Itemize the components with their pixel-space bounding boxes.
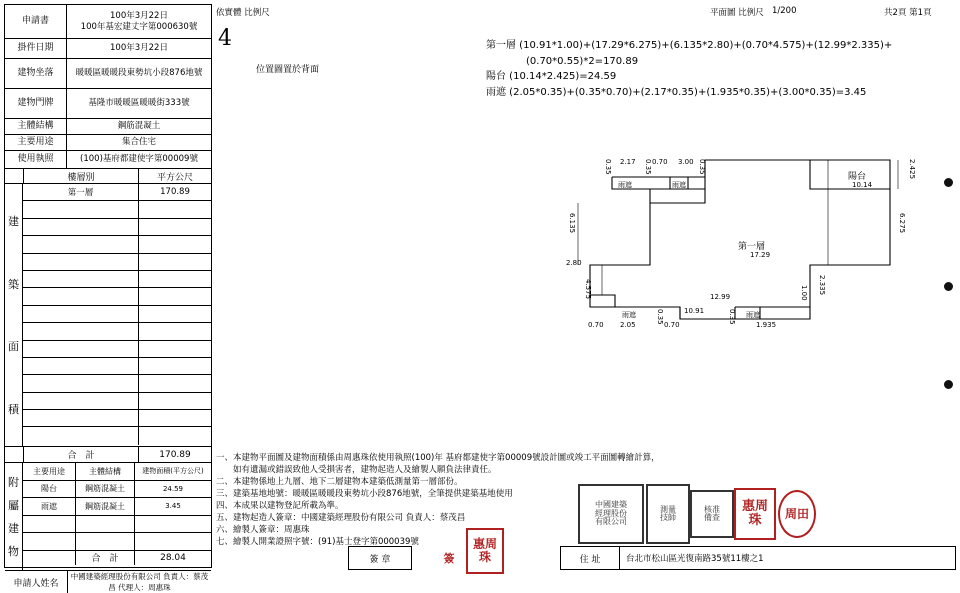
note-1: 一、本建物平面圖及建物面積係由周惠珠依使用執照(100)年 基府都建使字第00009號設計圖或竣工平面圖轉繪計算，: [216, 453, 660, 463]
form-row-location: [5, 59, 211, 89]
cell-area: 24.59: [162, 484, 184, 493]
label-first-floor: 第一層: [738, 242, 766, 252]
address-label: 住 址: [561, 547, 620, 569]
stamp-square-extra-icon: 核准 備查: [690, 490, 734, 538]
dim-10-91: 10.91: [684, 307, 705, 315]
label-use-permit: 使用執照: [5, 151, 67, 168]
cell-use: 雨遮: [23, 498, 76, 515]
dim-0-35-b: 0.35: [644, 159, 652, 175]
table-row: [23, 323, 211, 340]
attachment-header-use: 主要用途: [23, 463, 76, 480]
cell-area: [139, 306, 211, 322]
label-structure: 主體結構: [5, 119, 67, 134]
table-row: [23, 184, 211, 201]
address-box: [560, 546, 956, 570]
cell-area: [139, 236, 211, 252]
form-row-title: [5, 5, 211, 39]
cell-area: [139, 323, 211, 339]
application-form: [4, 4, 212, 592]
label-eave-3: 雨遮: [622, 311, 636, 319]
value-building-location: 暖暖區暖暖段東勢坑小段876地號: [75, 68, 203, 79]
label-building-location: 建物坐落: [5, 59, 67, 88]
cell-use: [23, 516, 76, 533]
dim-1-935: 1.935: [756, 321, 777, 329]
attachment-table: [5, 463, 211, 571]
cell-area: [139, 271, 211, 287]
form-title-label: 申請書: [5, 5, 67, 38]
applicant-value: 中國建築經理股份有限公司 負責人：蔡茂昌 代理人：周惠珠: [70, 572, 209, 592]
area-formulas: [486, 38, 892, 100]
cell-floor: [23, 201, 139, 217]
note-5: 五、建物起造人簽章：中國建築經理股份有限公司 負責人：蔡茂昌: [216, 513, 466, 524]
note-1b: 如有遺漏或錯誤致他人受損害者，建物起造人及繪製人願負法律責任。: [216, 465, 497, 476]
punch-dot-2: [944, 282, 953, 291]
drawing-header: [216, 6, 954, 20]
formula-line-4: 雨遮 (2.05*0.35)+(0.35*0.70)+(2.17*0.35)+(1.935*0.35)+(3.00*0.35)=3.45: [486, 86, 867, 98]
address-value: 台北市松山區光復南路35號11樓之1: [626, 554, 764, 564]
value-filing-date: 100年3月22日: [110, 43, 168, 54]
position-map-note: 位置圖置於背面: [256, 65, 320, 75]
stamp-red-round-icon: 周田: [778, 490, 816, 538]
cell-floor: [23, 341, 139, 357]
cell-floor: [23, 219, 139, 235]
cell-area: [139, 410, 211, 426]
cell-struct: [76, 516, 135, 533]
form-title-value: [67, 5, 211, 38]
label-filing-date: 掛件日期: [5, 39, 67, 58]
label-eave-4: 雨遮: [746, 311, 760, 319]
label-door-number: 建物門牌: [5, 89, 67, 118]
cell-floor: [23, 288, 139, 304]
page-number: 共2頁 第1頁: [884, 8, 932, 18]
stamp-red-zhou-hui-zhu-2-icon: 惠周 珠: [466, 528, 504, 574]
dim-6-135: 6.135: [568, 213, 576, 234]
signature-box: 簽 章: [348, 546, 412, 570]
dim-0-35-c: 0.35: [698, 159, 706, 175]
cell-floor: [23, 271, 139, 287]
cell-struct: 鋼筋混凝土: [76, 498, 135, 515]
note-7: 七、繪製人開業證照字號：(91)基士登字第000039號: [216, 537, 419, 548]
note-3: 三、建築基地地號：暖暖區暖暖段東勢坑小段876地號，全筆提供建築基地使用: [216, 489, 513, 500]
cell-area: [135, 533, 211, 550]
cell-floor: [23, 375, 139, 391]
table-row: [23, 498, 211, 516]
cell-area: [139, 393, 211, 409]
form-title-line-2: 100年基宏建丈字第000630號: [80, 21, 198, 32]
scale-label: 依實體 比例尺: [216, 8, 270, 18]
table-row: [23, 254, 211, 271]
table-row: [23, 306, 211, 323]
area-table-body: [5, 184, 211, 446]
formula-line-1: 第一層 (10.91*1.00)+(17.29*6.275)+(6.135*2.80)+(0.70*4.575)+(12.99*2.335)+: [486, 40, 893, 51]
dim-4-575: 4.575: [584, 279, 592, 300]
cell-struct: 鋼筋混凝土: [76, 481, 135, 498]
punch-dot-3: [944, 380, 953, 389]
dim-1-00: 1.00: [800, 285, 808, 301]
area-table-header-unit: 平方公尺: [156, 172, 193, 183]
applicant-label: 申請人姓名: [5, 571, 68, 593]
signature-handwritten: 簽: [443, 552, 455, 566]
form-row-door-number: [5, 89, 211, 119]
cell-use: 陽台: [23, 481, 76, 498]
table-row: [23, 236, 211, 253]
dim-17-29: 17.29: [750, 251, 771, 259]
cell-area: [139, 427, 211, 444]
cell-floor: [23, 358, 139, 374]
form-row-main-use: [5, 135, 211, 151]
cell-area: [139, 201, 211, 217]
attachment-vertical-label: 附 屬 建 物: [5, 463, 23, 570]
dim-2-05: 2.05: [620, 321, 636, 329]
area-table-vertical-label: 建 築 面 積: [5, 184, 23, 446]
area-total-row: [5, 446, 211, 463]
label-eave-2: 雨遮: [672, 181, 686, 189]
form-row-date: [5, 39, 211, 59]
dim-12-99: 12.99: [710, 293, 731, 301]
dim-2-425: 2.425: [908, 159, 916, 180]
form-title-line-1: 100年3月22日: [110, 11, 168, 22]
stamp-red-zhou-hui-zhu-icon: 惠周 珠: [734, 488, 776, 540]
formula-line-2: (0.70*0.55)*2=170.89: [486, 55, 639, 67]
cell-area: [139, 341, 211, 357]
cell-area: [135, 516, 211, 533]
table-row: [23, 341, 211, 358]
attachment-header-struct: 主體結構: [76, 463, 135, 480]
dim-6-275: 6.275: [898, 213, 906, 234]
attachment-total-label: 合 計: [76, 551, 135, 565]
cell-floor: 第一層: [23, 184, 139, 200]
dim-0-70: 0.70: [652, 158, 668, 166]
cell-area: [139, 254, 211, 270]
dim-0-70-b: 0.70: [588, 321, 604, 329]
dim-2-17: 2.17: [620, 158, 636, 166]
table-row: [23, 288, 211, 305]
cell-floor: [23, 306, 139, 322]
table-row: [23, 533, 211, 551]
attachment-header-row: [23, 463, 211, 481]
dim-0-70-c: 0.70: [664, 321, 680, 329]
table-row: [23, 393, 211, 410]
value-main-use: 集合住宅: [121, 137, 156, 148]
table-row: [23, 516, 211, 534]
cell-area: [139, 288, 211, 304]
cell-area: [139, 219, 211, 235]
scale-handwritten-mark: 4: [218, 26, 232, 51]
attachment-header-area: 建物面積(平方公尺): [142, 467, 204, 476]
label-main-use: 主要用途: [5, 135, 67, 150]
value-structure: 鋼筋混凝土: [117, 121, 161, 132]
value-door-number: 基隆市暖暖區暖暖街333號: [88, 98, 190, 109]
floor-plan-drawing: [560, 155, 950, 355]
cell-floor: [23, 254, 139, 270]
cell-floor: [23, 236, 139, 252]
table-row: [23, 427, 211, 444]
label-balcony-length: 10.14: [852, 181, 873, 189]
stamp-company-seal-icon: 中國建築 經理股份 有限公司: [578, 484, 644, 544]
dim-2-80: 2.80: [566, 259, 582, 267]
cell-floor: [23, 427, 139, 444]
table-row: [23, 201, 211, 218]
label-balcony: 陽台: [848, 172, 867, 182]
area-table-header: [5, 169, 211, 184]
table-row: [23, 219, 211, 236]
cell-area: 3.45: [165, 502, 181, 511]
area-total-value: 170.89: [159, 449, 191, 460]
dim-0-35-a: 0.35: [604, 159, 612, 175]
table-row: [23, 271, 211, 288]
table-row: [23, 481, 211, 499]
formula-line-3: 陽台 (10.14*2.425)=24.59: [486, 71, 617, 82]
dim-3-00: 3.00: [678, 158, 694, 166]
plan-scale-label: 平面圖 比例尺: [710, 8, 764, 18]
cell-floor: [23, 410, 139, 426]
cell-area: [139, 358, 211, 374]
label-eave-1: 雨遮: [618, 181, 632, 189]
cell-floor: [23, 393, 139, 409]
applicant-row: [5, 571, 211, 593]
cell-use: [23, 533, 76, 550]
dim-0-35-e: 0.35: [728, 309, 736, 325]
attachment-total-row: [23, 551, 211, 565]
plan-scale-value: 1/200: [772, 6, 797, 16]
area-table-header-floor: 樓層別: [24, 169, 139, 183]
punch-dot-1: [944, 178, 953, 187]
table-row: [23, 375, 211, 392]
cell-area: [139, 375, 211, 391]
cell-struct: [76, 533, 135, 550]
area-total-label: 合 計: [24, 447, 139, 462]
legal-notes: [216, 452, 660, 549]
cell-area: 170.89: [160, 187, 190, 198]
area-table-vertical-spacer: [5, 169, 24, 183]
stamp-engineer-seal-icon: 測量 技師: [646, 484, 690, 544]
table-row: [23, 410, 211, 427]
value-use-permit: (100)基府都建使字第00009號: [80, 154, 198, 165]
dim-2-335: 2.335: [818, 275, 826, 296]
note-2: 二、本建物係地上九層、地下二層建物本建築低測量第一層部份。: [216, 477, 463, 488]
note-6: 六、繪製人簽章：周惠珠: [216, 525, 310, 536]
form-row-structure: [5, 119, 211, 135]
attachment-total-value: 28.04: [160, 552, 186, 563]
table-row: [23, 358, 211, 375]
form-row-permit: [5, 151, 211, 169]
note-4: 四、本成果以建物登記所載為準。: [216, 501, 344, 512]
cell-floor: [23, 323, 139, 339]
dim-0-35-d: 0.35: [656, 309, 664, 325]
